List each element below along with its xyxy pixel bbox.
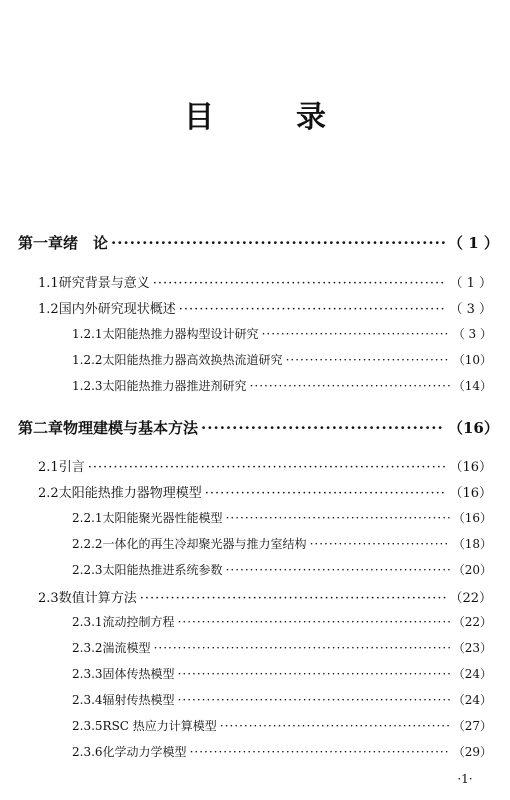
entry-page: （22） [449,591,492,606]
toc-subsection-2-2-1[interactable] [72,509,492,526]
leader-dots [178,615,450,629]
toc-chapter-2[interactable] [18,417,499,438]
toc-chapter-1[interactable] [18,232,499,253]
toc-section-2-3[interactable] [38,587,492,606]
page-number: ·1· [457,772,473,786]
entry-label: 研究背景与意义 [58,276,150,291]
leader-dots [205,486,447,501]
leader-dots [178,693,450,707]
entry-number: 2.3.5 [72,719,103,733]
leader-dots [179,302,447,317]
entry-number: 2.2 [38,486,59,501]
entry-number: 1.2 [38,302,59,317]
toc-subsection-2-2-2[interactable] [72,535,492,552]
entry-label: 数值计算方法 [58,591,137,606]
entry-label: 一体化的再生冷却聚光器与推力室结构 [102,537,307,551]
entry-page: （22） [452,615,492,629]
entry-label: 物理建模与基本方法 [63,419,199,437]
toc-subsection-2-3-3[interactable] [72,665,492,682]
leader-dots [140,591,447,606]
entry-number: 2.3.4 [72,693,103,707]
entry-number: 1.1 [38,276,59,291]
toc-subsection-2-3-4[interactable] [72,691,492,708]
entry-page: （14） [452,379,492,393]
leader-dots [88,460,447,475]
entry-label: 太阳能热推力器物理模型 [58,486,202,501]
toc-section-1-1[interactable] [38,272,492,291]
entry-label: 湍流模型 [102,641,151,655]
toc-subsection-2-3-6[interactable] [72,743,492,760]
entry-number: 2.2.2 [72,537,103,551]
entry-number: 2.3.3 [72,667,103,681]
entry-label: 太阳能热推力器推进剂研究 [102,379,247,393]
leader-dots [286,353,450,367]
entry-label: RSC 热应力计算模型 [102,719,217,733]
toc-section-2-1[interactable] [38,456,492,475]
entry-label: 化学动力学模型 [102,745,187,759]
entry-page: （23） [452,641,492,655]
leader-dots [310,537,450,551]
entry-label: 绪 论 [63,234,109,252]
entry-number: 2.3.6 [72,745,103,759]
entry-number: 1.2.1 [72,327,103,341]
entry-number: 1.2.2 [72,353,103,367]
entry-page: （16） [449,486,492,501]
toc-subsection-2-2-3[interactable] [72,561,492,578]
entry-page: （20） [452,563,492,577]
entry-number: 2.3.2 [72,641,103,655]
entry-page: （24） [452,693,492,707]
entry-page: （ 1 ） [448,234,499,252]
toc-section-2-2[interactable] [38,482,492,501]
leader-dots [201,419,445,437]
entry-page: （24） [452,667,492,681]
leader-dots [226,511,450,525]
entry-label: 辐射传热模型 [102,693,175,707]
leader-dots [262,327,450,341]
entry-number: 第一章 [18,234,64,252]
leader-dots [226,563,450,577]
page-title: 目 录 [184,100,352,135]
toc-subsection-2-3-5[interactable] [72,717,492,734]
entry-label: 国内外研究现状概述 [58,302,176,317]
entry-number: 2.3.1 [72,615,103,629]
entry-number: 2.1 [38,460,59,475]
entry-page: （10） [452,353,492,367]
entry-page: （16） [449,460,492,475]
toc-subsection-1-2-3[interactable] [72,377,492,394]
toc-subsection-2-3-1[interactable] [72,613,492,630]
leader-dots [154,641,450,655]
entry-label: 太阳能聚光器性能模型 [102,511,223,525]
entry-number: 2.3 [38,591,59,606]
leader-dots [220,719,450,733]
entry-number: 1.2.3 [72,379,103,393]
entry-page: （27） [452,719,492,733]
entry-label: 太阳能热推进系统参数 [102,563,223,577]
entry-page: （ 1 ） [449,276,492,291]
leader-dots [153,276,447,291]
toc-subsection-1-2-1[interactable] [72,325,492,342]
leader-dots [111,234,445,252]
entry-page: （ 3 ） [449,302,492,317]
toc-subsection-2-3-2[interactable] [72,639,492,656]
entry-label: 太阳能热推力器构型设计研究 [102,327,259,341]
entry-page: （18） [452,537,492,551]
entry-label: 太阳能热推力器高效换热流道研究 [102,353,283,367]
toc-subsection-1-2-2[interactable] [72,351,492,368]
leader-dots [250,379,450,393]
entry-page: （ 3 ） [452,327,492,341]
entry-page: （16） [452,511,492,525]
entry-number: 第二章 [18,419,64,437]
entry-number: 2.2.1 [72,511,103,525]
leader-dots [190,745,450,759]
toc-section-1-2[interactable] [38,298,492,317]
entry-number: 2.2.3 [72,563,103,577]
entry-label: 固体传热模型 [102,667,175,681]
entry-label: 引言 [58,460,85,475]
entry-page: （16） [448,419,499,437]
entry-label: 流动控制方程 [102,615,175,629]
leader-dots [178,667,450,681]
entry-page: （29） [452,745,492,759]
